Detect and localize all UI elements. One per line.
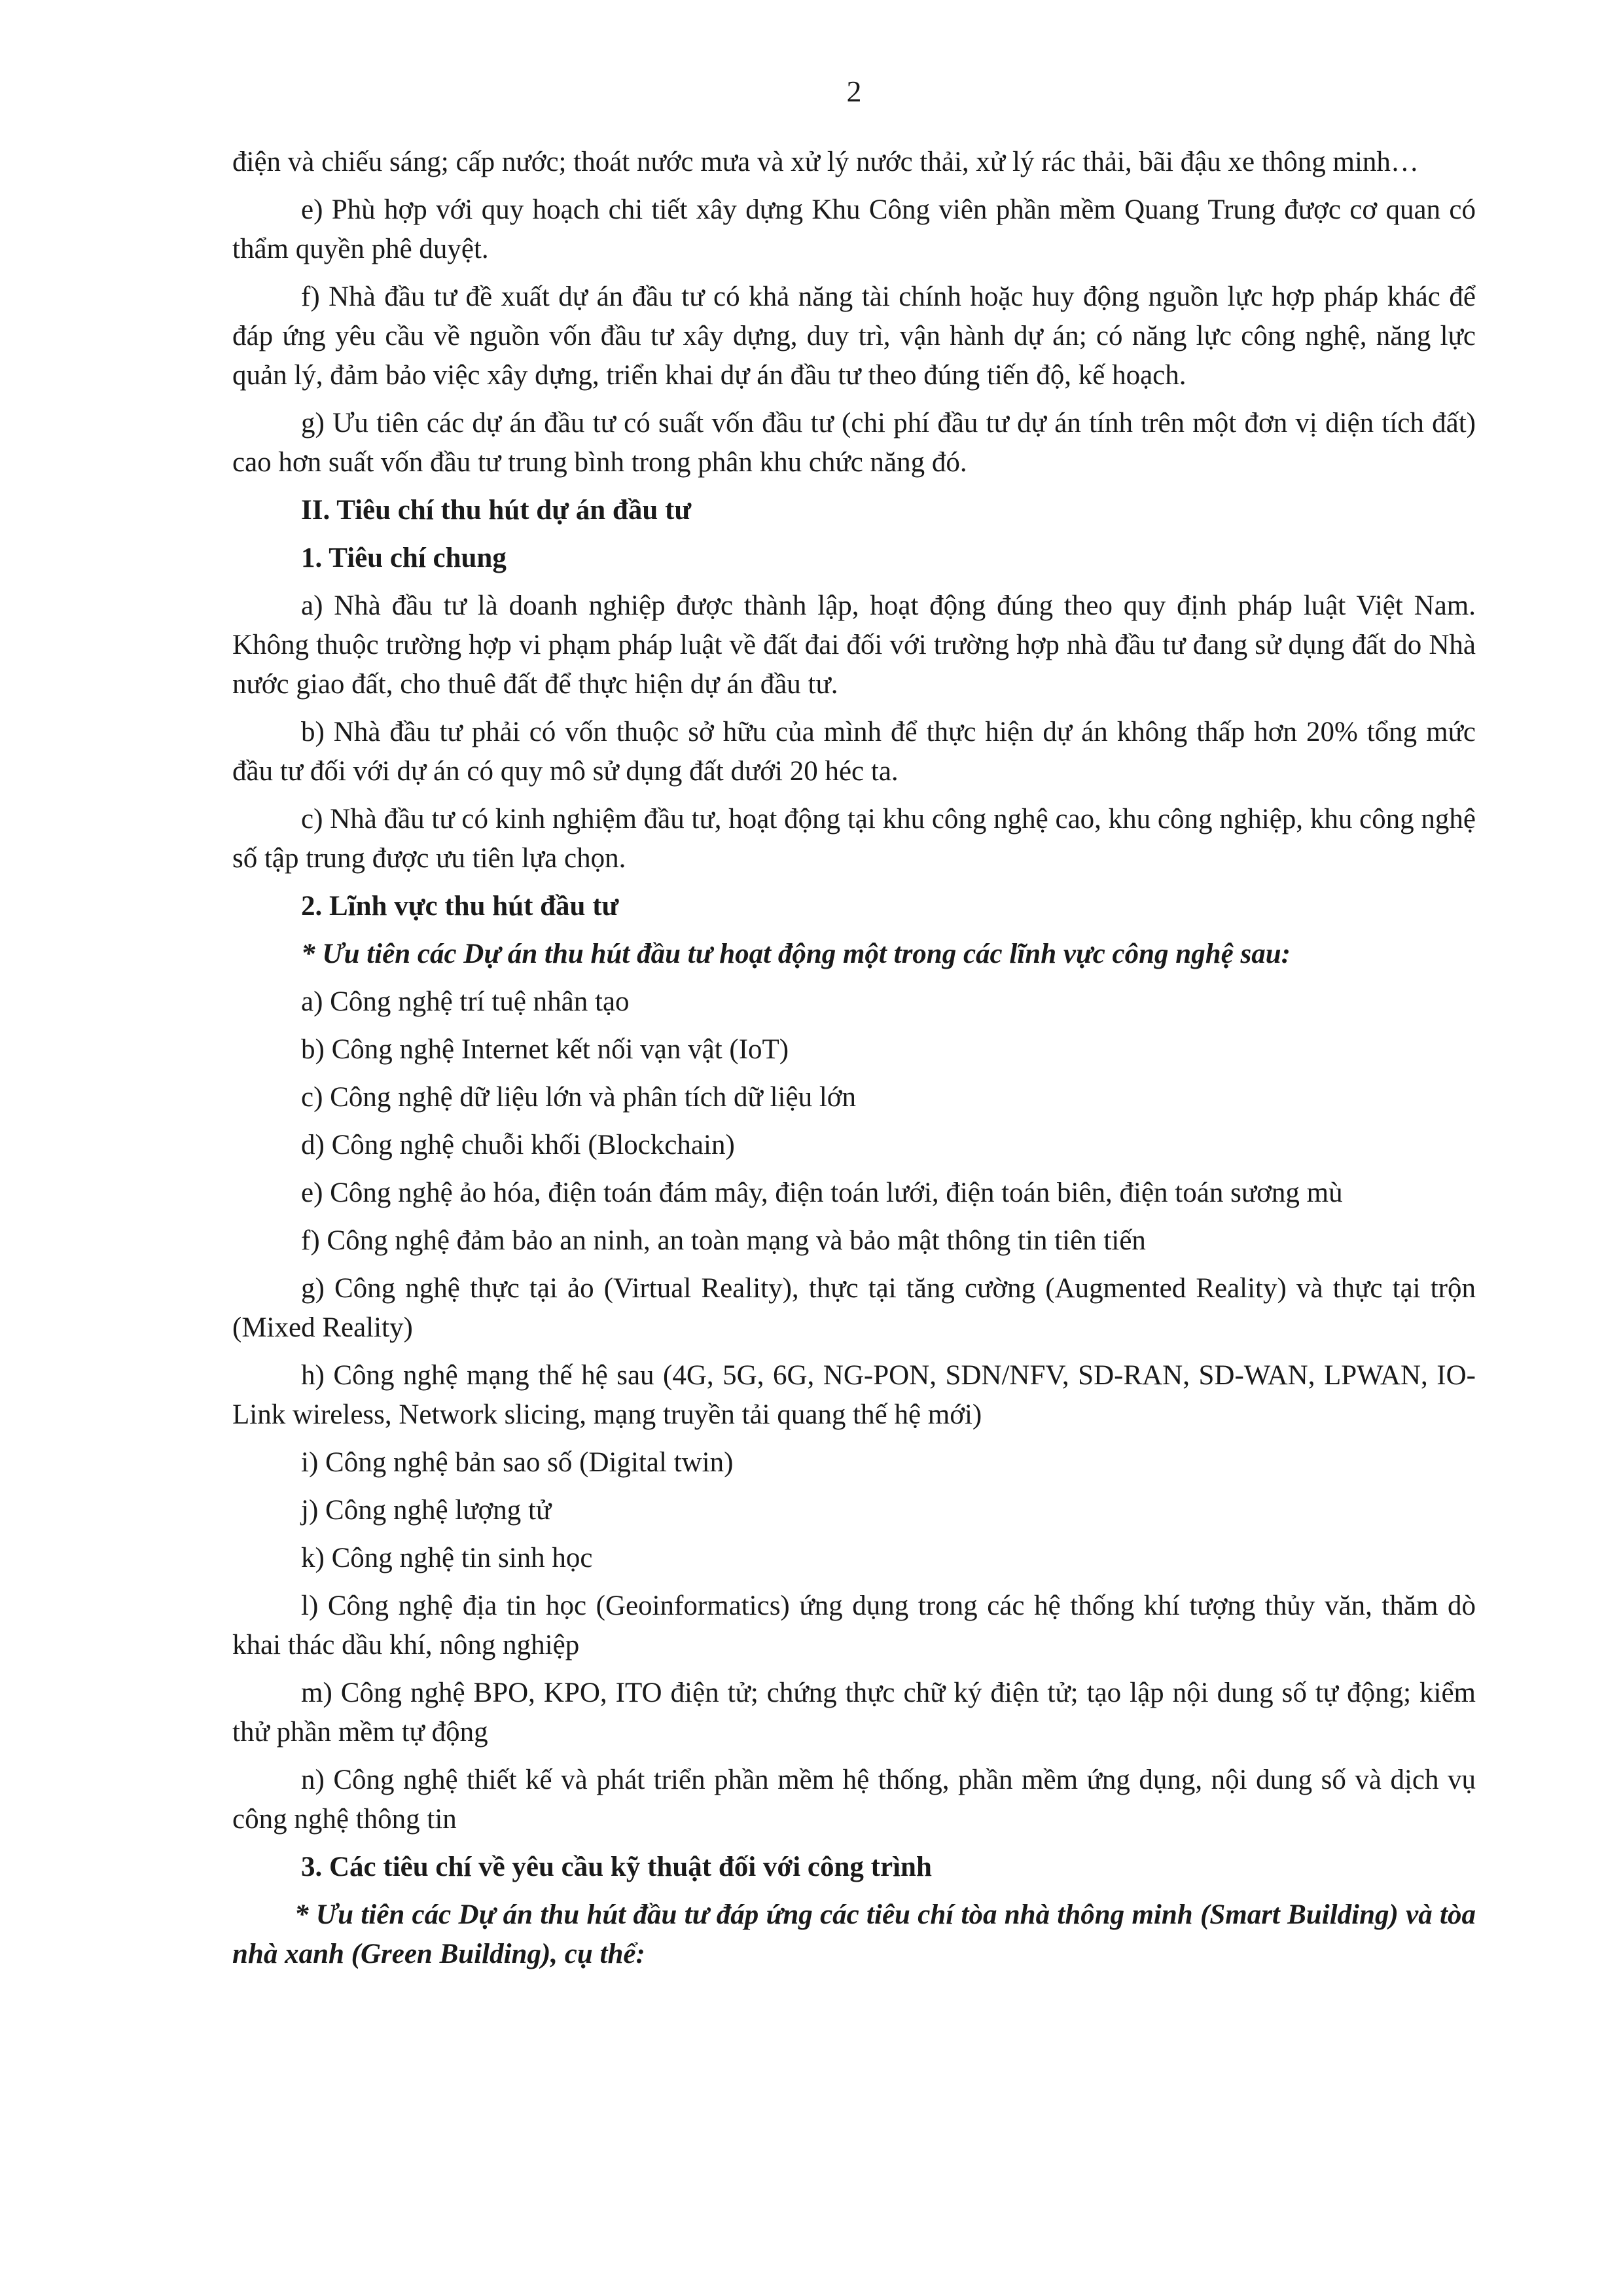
tech-item-i: i) Công nghệ bản sao số (Digital twin) <box>301 1447 734 1478</box>
tech-item-c: c) Công nghệ dữ liệu lớn và phân tích dữ liệu lớn <box>301 1082 857 1113</box>
sub1-item-a: a) Nhà đầu tư là doanh nghiệp được thành lập, hoạt động đúng theo quy định pháp luật Việt Nam. Không thuộc trường hợp vi phạm pháp luật về đất đai đối với trường hợp nhà đầu tư đang sử dụng đất do Nhà nước giao đất, cho thuê đất để thực hiện dự án đầu tư. <box>232 590 1476 700</box>
tech-item-a: a) Công nghệ trí tuệ nhân tạo <box>301 986 630 1017</box>
sub3-heading: 3. Các tiêu chí về yêu cầu kỹ thuật đối với công trình <box>301 1852 932 1882</box>
section1-item-e: e) Phù hợp với quy hoạch chi tiết xây dựng Khu Công viên phần mềm Quang Trung được cơ quan có thẩm quyền phê duyệt. <box>232 194 1476 264</box>
sub2-priority: * Ưu tiên các Dự án thu hút đầu tư hoạt động một trong các lĩnh vực công nghệ sau: <box>301 939 1291 969</box>
page-number: 2 <box>846 75 862 108</box>
sub1-item-b: b) Nhà đầu tư phải có vốn thuộc sở hữu của mình để thực hiện dự án không thấp hơn 20% tổng mức đầu tư đối với dự án có quy mô sử dụng đất dưới 20 héc ta. <box>232 717 1476 787</box>
tech-item-l: l) Công nghệ địa tin học (Geoinformatics) ứng dụng trong các hệ thống khí tượng thủy văn, thăm dò khai thác dầu khí, nông nghiệp <box>232 1590 1476 1660</box>
sub1-heading: 1. Tiêu chí chung <box>301 543 507 573</box>
tech-item-h: h) Công nghệ mạng thế hệ sau (4G, 5G, 6G, NG-PON, SDN/NFV, SD-RAN, SD-WAN, LPWAN, IO-Link wireless, Network slicing, mạng truyền tải quang thế hệ mới) <box>232 1360 1476 1430</box>
tech-item-n: n) Công nghệ thiết kế và phát triển phần mềm hệ thống, phần mềm ứng dụng, nội dung số và dịch vụ công nghệ thông tin <box>232 1765 1476 1835</box>
sub2-heading: 2. Lĩnh vực thu hút đầu tư <box>301 891 619 922</box>
tech-item-d: d) Công nghệ chuỗi khối (Blockchain) <box>301 1130 735 1160</box>
sub1-item-c: c) Nhà đầu tư có kinh nghiệm đầu tư, hoạt động tại khu công nghệ cao, khu công nghiệp, khu công nghệ số tập trung được ưu tiên lựa chọn. <box>232 804 1476 874</box>
section2-heading: II. Tiêu chí thu hút dự án đầu tư <box>301 495 692 526</box>
intro-continuation: điện và chiếu sáng; cấp nước; thoát nước mưa và xử lý nước thải, xử lý rác thải, bãi đậu xe thông minh… <box>232 147 1419 177</box>
tech-item-j: j) Công nghệ lượng tử <box>301 1495 552 1526</box>
tech-item-g: g) Công nghệ thực tại ảo (Virtual Reality), thực tại tăng cường (Augmented Reality) và thực tại trộn (Mixed Reality) <box>232 1273 1476 1343</box>
tech-item-b: b) Công nghệ Internet kết nối vạn vật (IoT) <box>301 1034 789 1065</box>
tech-item-k: k) Công nghệ tin sinh học <box>301 1543 593 1573</box>
sub3-priority: * Ưu tiên các Dự án thu hút đầu tư đáp ứng các tiêu chí tòa nhà thông minh (Smart Building) và tòa nhà xanh (Green Building), cụ thể: <box>232 1899 1476 1969</box>
section1-item-g: g) Ưu tiên các dự án đầu tư có suất vốn đầu tư (chi phí đầu tư dự án tính trên một đơn vị diện tích đất) cao hơn suất vốn đầu tư trung bình trong phân khu chức năng đó. <box>232 408 1476 478</box>
tech-item-f: f) Công nghệ đảm bảo an ninh, an toàn mạng và bảo mật thông tin tiên tiến <box>301 1225 1146 1256</box>
tech-item-m: m) Công nghệ BPO, KPO, ITO điện tử; chứng thực chữ ký điện tử; tạo lập nội dung số tự động; kiểm thử phần mềm tự động <box>232 1677 1476 1748</box>
section1-item-f: f) Nhà đầu tư đề xuất dự án đầu tư có khả năng tài chính hoặc huy động nguồn lực hợp pháp khác để đáp ứng yêu cầu về nguồn vốn đầu tư xây dựng, duy trì, vận hành dự án; có năng lực công nghệ, năng lực quản lý, đảm bảo việc xây dựng, triển khai dự án đầu tư theo đúng tiến độ, kế hoạch. <box>232 281 1476 391</box>
document-page <box>232 72 1476 1982</box>
tech-item-e: e) Công nghệ ảo hóa, điện toán đám mây, điện toán lưới, điện toán biên, điện toán sương mù <box>301 1177 1343 1208</box>
